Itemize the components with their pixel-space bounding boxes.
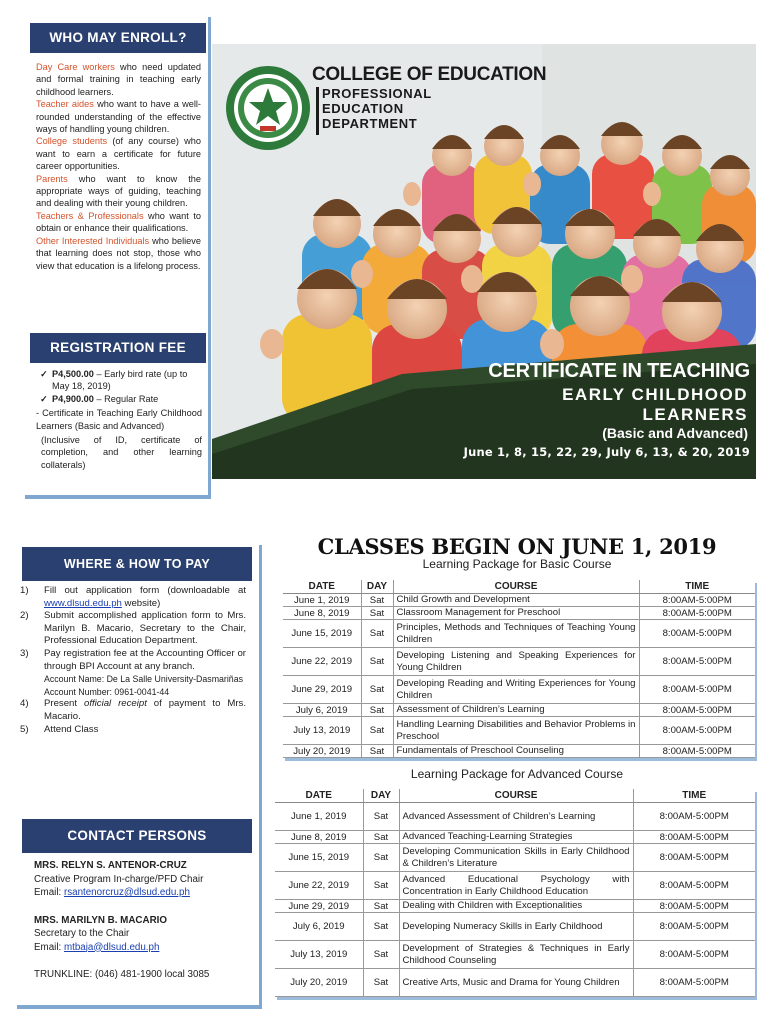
basic-schedule-table (283, 580, 755, 758)
cell-day: Sat (363, 941, 399, 969)
table-header-row (275, 789, 755, 803)
contact-email: Email: rsantenorcruz@dlsud.edu.ph (34, 887, 190, 898)
cell-day: Sat (361, 745, 393, 758)
pay-step: 3) Pay registration fee at the Accounting Officer or through BPI Account at any branch. Account Name: De La Salle University-Dasmariñas Account Number: 0961-0041-44 (20, 647, 246, 697)
website-link[interactable]: www.dlsud.edu.ph (44, 597, 122, 609)
cell-day: Sat (363, 844, 399, 872)
check-icon: ✓ (40, 393, 48, 404)
cell-time: 8:00AM-5:00PM (639, 620, 755, 648)
fee-early: ✓ P4,500.00 – Early bird rate (up to May 18, 2019) (36, 368, 202, 393)
cell-day: Sat (363, 913, 399, 941)
dept-bar (316, 87, 319, 135)
col-day: DAY (361, 580, 393, 594)
cell-day: Sat (361, 620, 393, 648)
cell-time: 8:00AM-5:00PM (639, 717, 755, 745)
cell-day: Sat (361, 676, 393, 704)
pay-heading: WHERE & HOW TO PAY (22, 547, 252, 581)
pay-step: 1) Fill out application form (downloadable at www.dlsud.edu.ph website) (20, 585, 246, 609)
cell-course: Dealing with Children with Exceptionalities (399, 900, 633, 913)
cell-course: Handling Learning Disabilities and Behavior Problems in Preschool (393, 717, 639, 745)
cell-course: Principles, Methods and Techniques of Teaching Young Children (393, 620, 639, 648)
fee-inclusion: (Inclusive of ID, certificate of completion, and other learning collaterals) (41, 435, 202, 470)
contact-name: MRS. MARILYN B. MACARIO (34, 914, 167, 926)
cell-date: July 20, 2019 (275, 969, 363, 997)
enroll-item: Other Interested Individuals who believe that learning does not stop, those who view that education is a lifelong process. (36, 235, 201, 271)
cell-date: July 13, 2019 (283, 717, 361, 745)
table-row (275, 872, 755, 900)
advanced-schedule-table (275, 789, 755, 997)
contact-heading: CONTACT PERSONS (22, 819, 252, 853)
col-time: TIME (639, 580, 755, 594)
fee-details (36, 368, 202, 471)
cell-date: June 22, 2019 (275, 872, 363, 900)
cell-time: 8:00AM-5:00PM (633, 913, 755, 941)
trunkline: TRUNKLINE: (046) 481-1900 local 3085 (34, 969, 210, 980)
cell-day: Sat (363, 969, 399, 997)
pay-step: 5) Attend Class (20, 723, 99, 735)
cell-day: Sat (363, 872, 399, 900)
col-course: COURSE (393, 580, 639, 594)
email-link[interactable]: mtbaja@dlsud.edu.ph (63, 941, 160, 953)
department-name: PROFESSIONAL EDUCATION DEPARTMENT (322, 86, 432, 131)
table-row (283, 648, 755, 676)
program-title: CERTIFICATE IN TEACHING (488, 360, 750, 382)
fee-heading: REGISTRATION FEE (30, 333, 206, 363)
cell-date: July 6, 2019 (283, 704, 361, 717)
cell-day: Sat (361, 704, 393, 717)
table-header-row (283, 580, 755, 594)
col-date: DATE (275, 789, 363, 803)
university-seal-logo (224, 64, 312, 152)
program-level: (Basic and Advanced) (602, 425, 748, 441)
cell-course: Developing Listening and Speaking Experiences for Young Children (393, 648, 639, 676)
cell-course: Child Growth and Development (393, 594, 639, 607)
contact-role: Secretary to the Chair (34, 928, 130, 939)
cell-time: 8:00AM-5:00PM (639, 676, 755, 704)
table-row (275, 941, 755, 969)
table-row (283, 676, 755, 704)
cell-course: Advanced Teaching-Learning Strategies (399, 831, 633, 844)
pay-step: 4) Present official receipt of payment to Mrs. Macario. (20, 698, 246, 722)
table-row (275, 803, 755, 831)
contact-email: Email: mtbaja@dlsud.edu.ph (34, 941, 160, 953)
cell-date: June 1, 2019 (275, 803, 363, 831)
cell-course: Assessment of Children’s Learning (393, 704, 639, 717)
cell-time: 8:00AM-5:00PM (639, 594, 755, 607)
cell-time: 8:00AM-5:00PM (639, 704, 755, 717)
cell-time: 8:00AM-5:00PM (639, 607, 755, 620)
table-row (283, 620, 755, 648)
cell-date: July 13, 2019 (275, 941, 363, 969)
classes-title: CLASSES BEGIN ON JUNE 1, 2019 (317, 534, 717, 559)
enroll-item: Teacher aides who want to have a well-rounded understanding of the effective ways of handling young children. (36, 99, 201, 135)
cell-time: 8:00AM-5:00PM (633, 969, 755, 997)
cell-course: Development of Strategies & Techniques in Early Childhood Counseling (399, 941, 633, 969)
cell-time: 8:00AM-5:00PM (633, 803, 755, 831)
cell-course: Classroom Management for Preschool (393, 607, 639, 620)
cell-date: June 29, 2019 (283, 676, 361, 704)
cell-time: 8:00AM-5:00PM (633, 844, 755, 872)
col-course: COURSE (399, 789, 633, 803)
table-row (283, 594, 755, 607)
cell-date: June 15, 2019 (283, 620, 361, 648)
pay-steps (20, 585, 246, 736)
fee-regular: ✓ P4,900.00 – Regular Rate (36, 393, 202, 405)
cell-course: Advanced Educational Psychology with Concentration in Early Childhood Education (399, 872, 633, 900)
enroll-item: Teachers & Professionals who want to obtain or enhance their qualifications. (36, 210, 201, 234)
cell-day: Sat (361, 594, 393, 607)
col-date: DATE (283, 580, 361, 594)
email-link[interactable]: rsantenorcruz@dlsud.edu.ph (63, 887, 190, 898)
table-row (275, 900, 755, 913)
account-name: Account Name: De La Salle University-Dasmariñas (44, 674, 243, 685)
basic-package-title: Learning Package for Basic Course (422, 557, 612, 571)
cell-time: 8:00AM-5:00PM (639, 745, 755, 758)
cell-date: July 6, 2019 (275, 913, 363, 941)
cell-date: June 1, 2019 (283, 594, 361, 607)
cell-course: Fundamentals of Preschool Counseling (393, 745, 639, 758)
contact-role: Creative Program In-charge/PFD Chair (34, 873, 204, 885)
table-row (275, 913, 755, 941)
program-dates: June 1, 8, 15, 22, 29, July 6, 13, & 20, 2019 (463, 445, 750, 459)
cell-time: 8:00AM-5:00PM (639, 648, 755, 676)
fee-note: - Certificate in Teaching Early Childhood Learners (Basic and Advanced) (36, 408, 202, 431)
contact-name: MRS. RELYN S. ANTENOR-CRUZ (34, 860, 187, 871)
cell-course: Developing Numeracy Skills in Early Childhood (399, 913, 633, 941)
cell-time: 8:00AM-5:00PM (633, 900, 755, 913)
table-row (283, 717, 755, 745)
enroll-item: Day Care workers who need updated and formal training in teaching early childhood learners. (36, 62, 201, 97)
enroll-fee-panel (22, 13, 208, 495)
cell-date: July 20, 2019 (283, 745, 361, 758)
enroll-heading: WHO MAY ENROLL? (30, 23, 206, 53)
cell-day: Sat (363, 900, 399, 913)
cell-course: Creative Arts, Music and Drama for Young Children (399, 969, 633, 997)
table-row (283, 704, 755, 717)
check-icon: ✓ (40, 369, 48, 379)
col-day: DAY (363, 789, 399, 803)
cell-date: June 8, 2019 (275, 831, 363, 844)
cell-time: 8:00AM-5:00PM (633, 872, 755, 900)
cell-course: Developing Reading and Writing Experiences for Young Children (393, 676, 639, 704)
table-row (275, 844, 755, 872)
cell-date: June 29, 2019 (275, 900, 363, 913)
program-subtitle-1: EARLY CHILDHOOD (562, 385, 748, 404)
col-time: TIME (633, 789, 755, 803)
cell-day: Sat (363, 803, 399, 831)
program-subtitle-2: LEARNERS (642, 405, 748, 424)
cell-date: June 22, 2019 (283, 648, 361, 676)
cell-course: Developing Communication Skills in Early Childhood & Children’s Literature (399, 844, 633, 872)
cell-course: Advanced Assessment of Children’s Learning (399, 803, 633, 831)
table-row (283, 607, 755, 620)
college-name: COLLEGE OF EDUCATION (312, 64, 547, 85)
cell-day: Sat (361, 607, 393, 620)
cell-day: Sat (361, 648, 393, 676)
table-row (275, 969, 755, 997)
cell-time: 8:00AM-5:00PM (633, 831, 755, 844)
contact-list (34, 859, 252, 982)
pay-contact-panel (14, 541, 259, 1005)
enroll-list (36, 61, 201, 272)
table-row (283, 745, 755, 758)
advanced-package-title: Learning Package for Advanced Course (410, 767, 624, 781)
enroll-item: Parents who want to know the appropriate ways of guiding, teaching and dealing with their young children. (36, 173, 201, 209)
cell-date: June 15, 2019 (275, 844, 363, 872)
enroll-item: College students (of any course) who want to earn a certificate for future career opportunities. (36, 136, 201, 172)
pay-step: 2) Submit accomplished application form to Mrs. Marilyn B. Macario, Secretary to the Chair, Professional Education Department. (20, 610, 246, 647)
cell-day: Sat (363, 831, 399, 844)
account-number: Account Number: 0961-0041-44 (44, 686, 170, 697)
table-row (275, 831, 755, 844)
cell-date: June 8, 2019 (283, 607, 361, 620)
cell-day: Sat (361, 717, 393, 745)
cell-time: 8:00AM-5:00PM (633, 941, 755, 969)
